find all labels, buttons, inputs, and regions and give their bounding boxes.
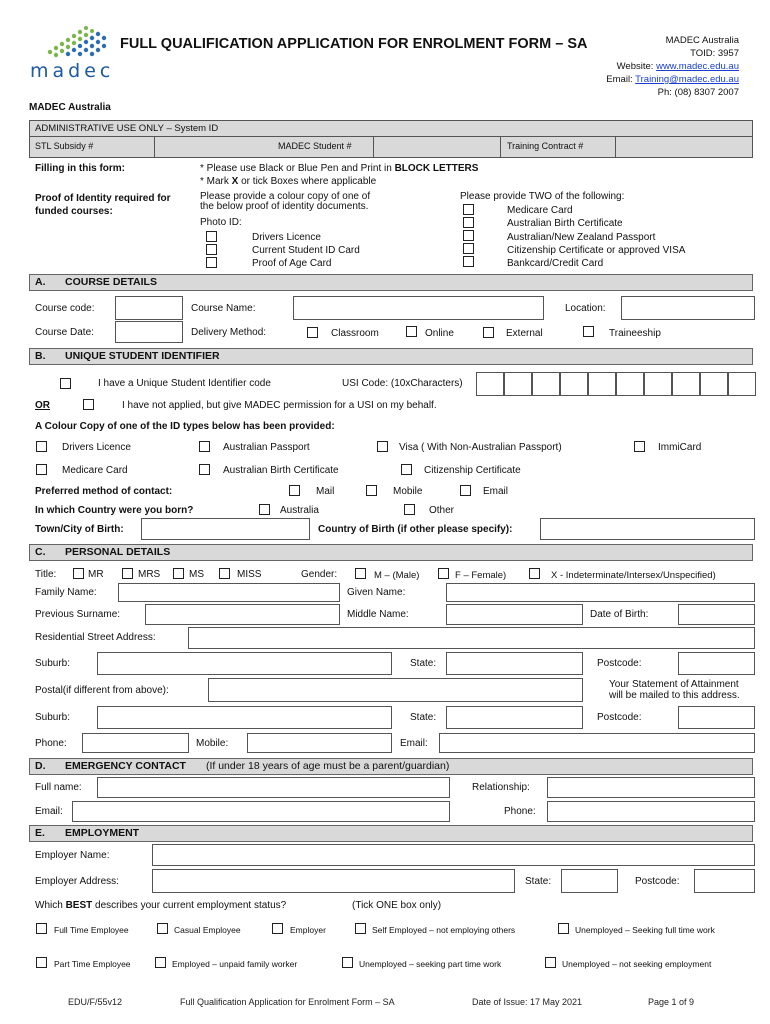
employment-checkbox[interactable]	[342, 957, 353, 968]
postal-postcode-input[interactable]	[678, 706, 755, 729]
logo-dots-icon	[40, 22, 110, 60]
title-checkbox[interactable]	[122, 568, 133, 579]
contact-checkbox[interactable]	[366, 485, 377, 496]
usi-char-input[interactable]	[560, 372, 588, 396]
have-usi-checkbox[interactable]	[60, 378, 71, 389]
admin-row	[30, 137, 752, 157]
title-option: MISS	[237, 569, 262, 580]
instruction-line-2: * Mark X or tick Boxes where applicable	[200, 176, 377, 187]
photo-option-checkbox[interactable]	[206, 244, 217, 255]
contact-option: Mail	[316, 486, 335, 497]
prev-surname-input[interactable]	[145, 604, 340, 625]
delivery-checkbox[interactable]	[583, 326, 594, 337]
logo-text: madec	[30, 60, 115, 82]
contact-option: Mobile	[393, 486, 423, 497]
photo-option-checkbox[interactable]	[206, 231, 217, 242]
employment-checkbox[interactable]	[157, 923, 168, 934]
delivery-option: Traineeship	[609, 328, 661, 339]
stl-label: STL Subsidy #	[35, 141, 94, 151]
middle-name-label: Middle Name:	[347, 609, 409, 620]
emergency-email-label: Email:	[35, 806, 63, 817]
employer-name-label: Employer Name:	[35, 850, 110, 861]
usi-char-input[interactable]	[588, 372, 616, 396]
website-label: Website:	[616, 61, 654, 72]
section-b-header: B. UNIQUE STUDENT IDENTIFIER	[29, 348, 753, 365]
two-option-label: Citizenship Certificate or approved VISA	[507, 245, 686, 256]
email-label: Email:	[606, 74, 633, 85]
location-label: Location:	[565, 303, 606, 314]
form-title: FULL QUALIFICATION APPLICATION FOR ENROLMENT FORM – SA	[120, 36, 588, 52]
employment-checkbox[interactable]	[545, 957, 556, 968]
title-label: Title:	[35, 569, 57, 580]
id-heading: A Colour Copy of one of the ID types below has been provided:	[35, 421, 335, 432]
usi-char-input[interactable]	[700, 372, 728, 396]
country-born-label: In which Country were you born?	[35, 505, 194, 516]
website-link[interactable]: www.madec.edu.au	[656, 61, 739, 72]
two-option-checkbox[interactable]	[463, 217, 474, 228]
phone-label: Phone:	[35, 738, 67, 749]
family-name-label: Family Name:	[35, 587, 97, 598]
employment-checkbox[interactable]	[272, 923, 283, 934]
statement-note: Your Statement of Attainment	[609, 679, 739, 690]
admin-box	[29, 120, 753, 158]
usi-char-input[interactable]	[616, 372, 644, 396]
town-input[interactable]	[141, 518, 310, 540]
employer-address-input[interactable]	[152, 869, 515, 893]
born-option: Other	[429, 505, 455, 516]
id-label: Visa ( With Non-Australian Passport)	[399, 442, 562, 453]
usi-permission-label: I have not applied, but give MADEC permission for a USI on my behalf.	[122, 400, 437, 411]
emergency-phone-label: Phone:	[504, 806, 536, 817]
employer-state-input[interactable]	[561, 869, 618, 893]
two-option-label: Bankcard/Credit Card	[507, 258, 604, 269]
employment-option: Employer	[290, 925, 326, 935]
contact-phone: Ph: (08) 8307 2007	[657, 87, 739, 98]
gender-label: Gender:	[301, 569, 338, 580]
employment-option: Self Employed – not employing others	[372, 925, 516, 935]
contact-block	[606, 34, 739, 99]
email-link[interactable]: Training@madec.edu.au	[635, 74, 739, 85]
id-checkbox[interactable]	[36, 464, 47, 475]
relationship-input[interactable]	[547, 777, 755, 798]
dob-input[interactable]	[678, 604, 755, 625]
employment-option: Employed – unpaid family worker	[172, 959, 298, 969]
footer-code: EDU/F/55v12	[68, 997, 123, 1007]
employer-address-label: Employer Address:	[35, 876, 119, 887]
gender-checkbox[interactable]	[355, 568, 366, 579]
usi-char-input[interactable]	[672, 372, 700, 396]
emergency-email-input[interactable]	[72, 801, 450, 822]
emergency-name-input[interactable]	[97, 777, 450, 798]
proof-label-2: funded courses:	[35, 206, 113, 217]
delivery-option: Classroom	[331, 328, 379, 339]
phone-input[interactable]	[82, 733, 189, 753]
delivery-option: External	[506, 328, 543, 339]
emergency-name-label: Full name:	[35, 782, 82, 793]
title-option: MRS	[138, 569, 161, 580]
title-checkbox[interactable]	[173, 568, 184, 579]
proof-note-1: Please provide a colour copy of one of	[200, 191, 371, 202]
contract-label: Training Contract #	[507, 141, 584, 151]
course-date-label: Course Date:	[35, 327, 94, 338]
id-label: Australian Passport	[223, 442, 310, 453]
id-label: Citizenship Certificate	[424, 465, 521, 476]
country-birth-input[interactable]	[540, 518, 755, 540]
employer-postcode-input[interactable]	[694, 869, 755, 893]
footer-page: Page 1 of 9	[648, 997, 695, 1007]
employment-option: Unemployed – seeking part time work	[359, 959, 502, 969]
footer-doc: Full Qualification Application for Enrolment Form – SA	[180, 997, 395, 1007]
statement-note-2: will be mailed to this address.	[609, 690, 740, 701]
or-label: OR	[35, 400, 50, 411]
title-checkbox[interactable]	[219, 568, 230, 579]
delivery-checkbox[interactable]	[406, 326, 417, 337]
madec-logo	[30, 22, 114, 84]
email-label-c: Email:	[400, 738, 428, 749]
employment-checkbox[interactable]	[36, 923, 47, 934]
photo-option-label: Current Student ID Card	[252, 245, 360, 256]
id-label: Medicare Card	[62, 465, 128, 476]
course-date-input[interactable]	[115, 321, 183, 343]
id-checkbox[interactable]	[199, 441, 210, 452]
usi-char-input[interactable]	[476, 372, 504, 396]
emergency-phone-input[interactable]	[547, 801, 755, 822]
id-label: Australian Birth Certificate	[223, 465, 339, 476]
id-checkbox[interactable]	[377, 441, 388, 452]
footer-issue: Date of Issue: 17 May 2021	[472, 997, 583, 1007]
title-option: MR	[88, 569, 104, 580]
two-option-checkbox[interactable]	[463, 243, 474, 254]
gender-checkbox[interactable]	[438, 568, 449, 579]
email-input[interactable]	[439, 733, 755, 753]
course-code-input[interactable]	[115, 296, 183, 320]
given-name-label: Given Name:	[347, 587, 406, 598]
suburb-label-2: Suburb:	[35, 712, 71, 723]
gender-option: X - Indeterminate/Intersex/Unspecified)	[551, 570, 716, 581]
postcode-label: Postcode:	[597, 658, 642, 669]
residential-input[interactable]	[188, 627, 755, 649]
employment-option: Part Time Employee	[54, 959, 131, 969]
employment-option: Full Time Employee	[54, 925, 129, 935]
photo-option-label: Drivers Licence	[252, 232, 321, 243]
id-label: ImmiCard	[658, 442, 702, 453]
usi-char-input[interactable]	[728, 372, 756, 396]
prev-surname-label: Previous Surname:	[35, 609, 121, 620]
usi-permission-checkbox[interactable]	[83, 399, 94, 410]
course-name-label: Course Name:	[191, 303, 256, 314]
mobile-label: Mobile:	[196, 738, 229, 749]
student-label: MADEC Student #	[278, 141, 352, 151]
dob-label: Date of Birth:	[590, 609, 649, 620]
gender-checkbox[interactable]	[529, 568, 540, 579]
photo-option-checkbox[interactable]	[206, 257, 217, 268]
two-option-label: Medicare Card	[507, 205, 573, 216]
postal-suburb-input[interactable]	[97, 706, 392, 729]
employment-checkbox[interactable]	[155, 957, 166, 968]
gender-option: M – (Male)	[374, 570, 420, 581]
contact-toid: TOID: 3957	[690, 48, 739, 59]
contact-checkbox[interactable]	[460, 485, 471, 496]
usi-char-input[interactable]	[504, 372, 532, 396]
location-input[interactable]	[621, 296, 755, 320]
employment-checkbox[interactable]	[36, 957, 47, 968]
section-d-header: D. EMERGENCY CONTACT (If under 18 years of age must be a parent/guardian)	[29, 758, 753, 775]
mobile-input[interactable]	[247, 733, 392, 753]
employment-option: Unemployed – not seeking employment	[562, 959, 712, 969]
proof-note-2: the below proof of identity documents.	[200, 201, 369, 212]
state-label: State:	[410, 658, 437, 669]
state-label-2: State:	[410, 712, 437, 723]
id-checkbox[interactable]	[36, 441, 47, 452]
middle-name-input[interactable]	[446, 604, 583, 625]
contact-option: Email	[483, 486, 509, 497]
town-label: Town/City of Birth:	[35, 524, 124, 535]
admin-title: ADMINISTRATIVE USE ONLY – System ID	[30, 121, 752, 137]
delivery-checkbox[interactable]	[307, 327, 318, 338]
relationship-label: Relationship:	[472, 782, 530, 793]
two-option-checkbox[interactable]	[463, 230, 474, 241]
suburb-label: Suburb:	[35, 658, 71, 669]
born-checkbox[interactable]	[404, 504, 415, 515]
two-option-checkbox[interactable]	[463, 204, 474, 215]
tick-one-note: (Tick ONE box only)	[352, 900, 442, 911]
course-name-input[interactable]	[293, 296, 544, 320]
pref-contact-label: Preferred method of contact:	[35, 486, 173, 497]
postal-state-input[interactable]	[446, 706, 583, 729]
two-label: Please provide TWO of the following:	[460, 191, 625, 202]
id-label: Drivers Licence	[62, 442, 131, 453]
state-input[interactable]	[446, 652, 583, 675]
employer-state-label: State:	[525, 876, 552, 887]
employer-postcode-label: Postcode:	[635, 876, 680, 887]
delivery-checkbox[interactable]	[483, 327, 494, 338]
born-option: Australia	[280, 505, 319, 516]
suburb-input[interactable]	[97, 652, 392, 675]
have-usi-label: I have a Unique Student Identifier code	[98, 378, 271, 389]
contact-name: MADEC Australia	[665, 35, 739, 46]
postal-input[interactable]	[208, 678, 583, 702]
filling-label: Filling in this form:	[35, 163, 125, 174]
id-checkbox[interactable]	[199, 464, 210, 475]
usi-char-input[interactable]	[532, 372, 560, 396]
postcode-label-2: Postcode:	[597, 712, 642, 723]
title-checkbox[interactable]	[73, 568, 84, 579]
photo-id-label: Photo ID:	[200, 217, 242, 228]
given-name-input[interactable]	[446, 583, 755, 602]
gender-option: F – Female)	[455, 570, 507, 581]
two-option-label: Australian/New Zealand Passport	[507, 232, 656, 243]
two-option-checkbox[interactable]	[463, 256, 474, 267]
section-c-header: C. PERSONAL DETAILS	[29, 544, 753, 561]
contact-checkbox[interactable]	[289, 485, 300, 496]
delivery-option: Online	[425, 328, 454, 339]
residential-label: Residential Street Address:	[35, 632, 156, 643]
id-checkbox[interactable]	[634, 441, 645, 452]
employment-question: Which BEST describes your current employment status?	[35, 900, 287, 911]
proof-label: Proof of Identity required for	[35, 193, 171, 204]
delivery-label: Delivery Method:	[191, 327, 267, 338]
two-option-label: Australian Birth Certificate	[507, 218, 623, 229]
employment-checkbox[interactable]	[558, 923, 569, 934]
usi-code-label: USI Code: (10xCharacters)	[342, 378, 463, 389]
family-name-input[interactable]	[118, 583, 340, 602]
employer-name-input[interactable]	[152, 844, 755, 866]
instruction-line-1: * Please use Black or Blue Pen and Print in BLOCK LETTERS	[200, 163, 479, 174]
section-e-header: E. EMPLOYMENT	[29, 825, 753, 842]
postal-label: Postal(if different from above):	[35, 685, 169, 696]
born-checkbox[interactable]	[259, 504, 270, 515]
photo-option-label: Proof of Age Card	[252, 258, 332, 269]
usi-char-input[interactable]	[644, 372, 672, 396]
employment-option: Unemployed – Seeking full time work	[575, 925, 715, 935]
employment-checkbox[interactable]	[355, 923, 366, 934]
postcode-input[interactable]	[678, 652, 755, 675]
course-code-label: Course code:	[35, 303, 95, 314]
id-checkbox[interactable]	[401, 464, 412, 475]
section-a-header: A. COURSE DETAILS	[29, 274, 753, 291]
title-option: MS	[189, 569, 204, 580]
org-name: MADEC Australia	[29, 102, 111, 113]
employment-option: Casual Employee	[174, 925, 241, 935]
country-birth-label: Country of Birth (if other please specify):	[318, 524, 513, 535]
